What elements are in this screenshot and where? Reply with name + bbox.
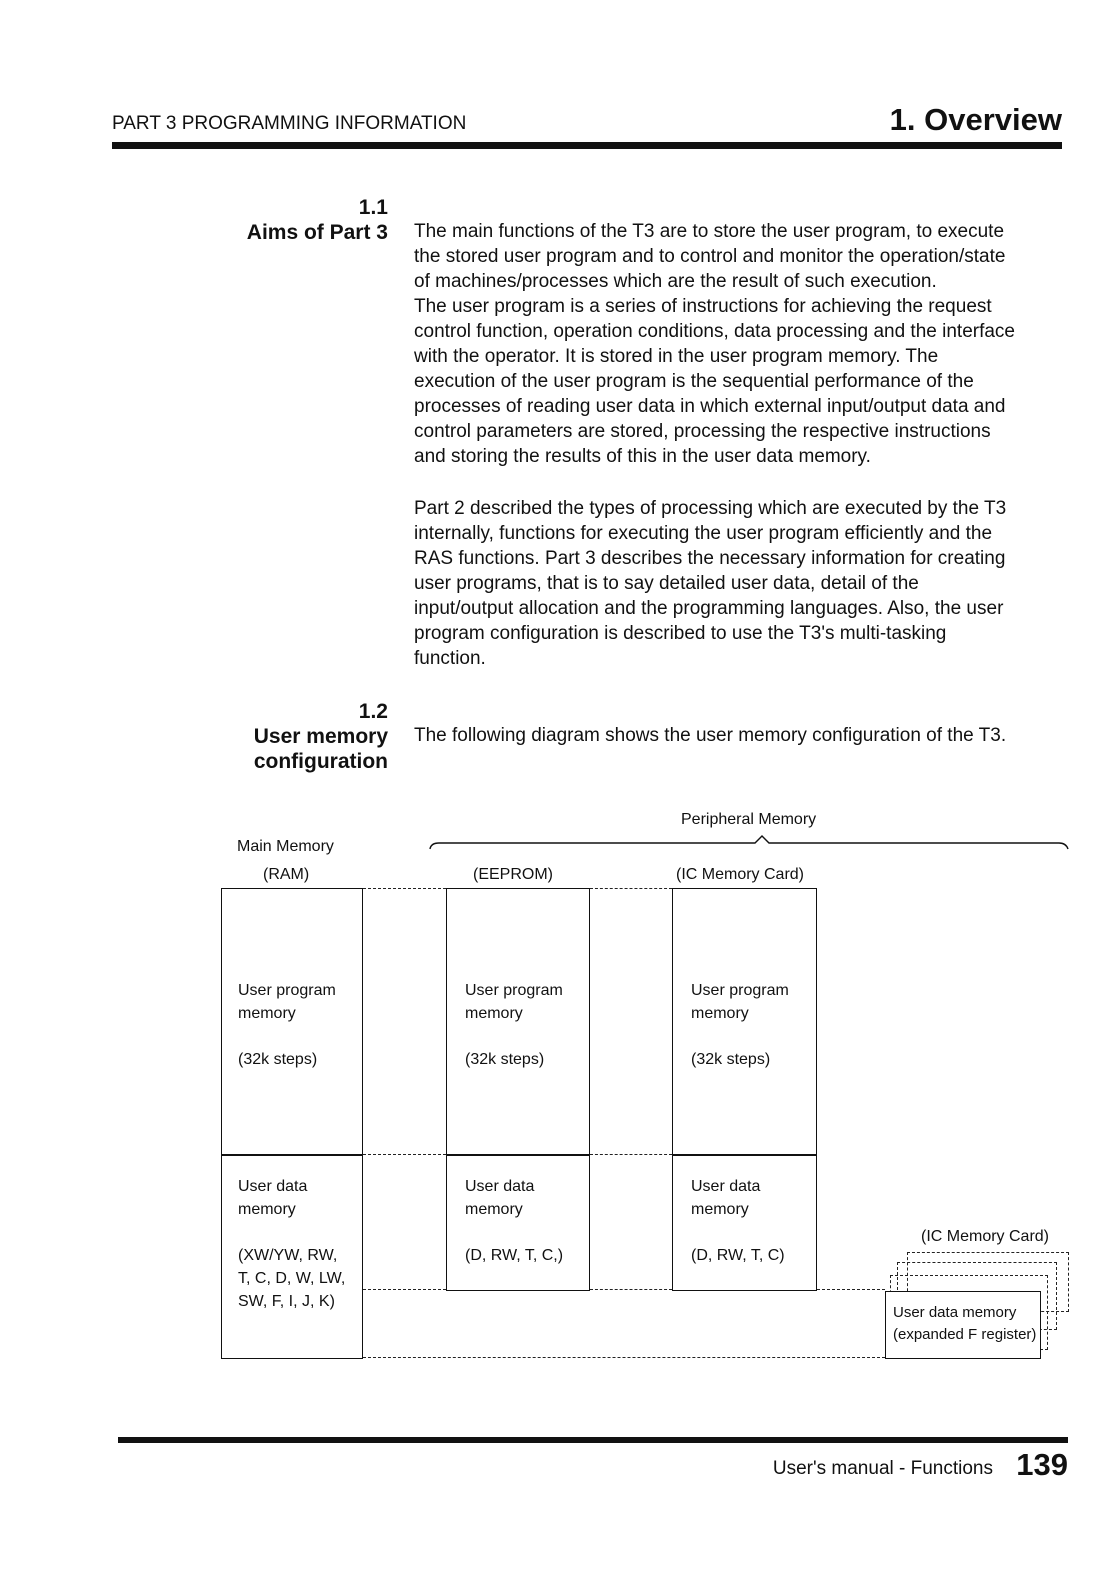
- ic-card-label: (IC Memory Card): [676, 866, 805, 883]
- eeprom-data-text: User data memory (D, RW, T, C,): [465, 1178, 564, 1264]
- expanded-data-memory-text: User data memory (expanded F register): [893, 1304, 1037, 1343]
- text-line: The main functions of the T3 are to store the user program, to execute: [414, 221, 1005, 242]
- ram-data-text: User data memory (XW/YW, RW, T, C, D, W, LW, SW, F, I, J, K): [238, 1178, 346, 1310]
- text-line: of machines/processes which are the result of such execution.: [414, 271, 937, 292]
- section-1-1-paragraph-2: [414, 496, 1006, 671]
- peripheral-memory-label: Peripheral Memory: [681, 811, 817, 828]
- page-number: 139: [1016, 1447, 1068, 1482]
- chapter-title: 1. Overview: [889, 102, 1062, 137]
- text-line: The following diagram shows the user memory configuration of the T3.: [414, 725, 1007, 746]
- part-header: PART 3 PROGRAMMING INFORMATION: [112, 113, 467, 134]
- header-rule: [112, 142, 1062, 149]
- text-line: user programs, that is to say detailed user data, detail of the: [414, 573, 919, 594]
- footer-text: User's manual - Functions: [772, 1458, 993, 1479]
- text-line: program configuration is described to use the T3's multi-tasking: [414, 623, 947, 644]
- dashed-connector: [363, 888, 446, 889]
- section-1-1-heading: [247, 195, 388, 245]
- peripheral-brace: [425, 835, 1075, 851]
- text-line: control parameters are stored, processing the respective instructions: [414, 421, 991, 442]
- section-title: Aims of Part 3: [246, 221, 388, 244]
- text-line: control function, operation conditions, data processing and the interface: [414, 321, 1015, 342]
- text-line: function.: [414, 648, 486, 669]
- section-1-2-paragraph: [414, 723, 1006, 748]
- text-line: Part 2 described the types of processing which are executed by the T3: [414, 498, 1007, 519]
- section-title: User memory: [253, 725, 388, 748]
- section-number: 1.2: [358, 700, 388, 723]
- section-title: configuration: [253, 750, 388, 773]
- footer-rule: [118, 1437, 1068, 1443]
- expansion-ic-card-label: (IC Memory Card): [921, 1228, 1050, 1245]
- text-line: execution of the user program is the sequential performance of the: [414, 371, 974, 392]
- dashed-connector: [590, 1289, 672, 1290]
- dashed-connector: [363, 1289, 446, 1290]
- text-line: input/output allocation and the programming languages. Also, the user: [414, 598, 1004, 619]
- dashed-connector: [817, 1289, 885, 1290]
- iccard-program-text: User program memory (32k steps): [691, 982, 789, 1068]
- text-line: RAS functions. Part 3 describes the necessary information for creating: [414, 548, 1006, 569]
- text-line: processes of reading user data in which external input/output data and: [414, 396, 1006, 417]
- text-line: the stored user program and to control and monitor the operation/state: [414, 246, 1006, 267]
- dashed-connector: [363, 1357, 885, 1358]
- ram-label: (RAM): [263, 866, 310, 883]
- section-number: 1.1: [358, 196, 388, 219]
- main-memory-label: Main Memory: [237, 838, 334, 855]
- text-line: The user program is a series of instructions for achieving the request: [414, 296, 992, 317]
- iccard-data-text: User data memory (D, RW, T, C): [691, 1178, 785, 1264]
- eeprom-label: (EEPROM): [473, 866, 553, 883]
- ram-program-text: User program memory (32k steps): [238, 982, 336, 1068]
- text-line: and storing the results of this in the user data memory.: [414, 446, 871, 467]
- dashed-connector: [590, 888, 672, 889]
- section-1-2-heading: [254, 699, 388, 774]
- section-1-1-paragraph-1: [414, 219, 1015, 469]
- text-line: with the operator. It is stored in the user program memory. The: [414, 346, 939, 367]
- text-line: internally, functions for executing the user program efficiently and the: [414, 523, 993, 544]
- eeprom-program-text: User program memory (32k steps): [465, 982, 563, 1068]
- dashed-connector: [363, 1154, 446, 1155]
- dashed-connector: [590, 1154, 672, 1155]
